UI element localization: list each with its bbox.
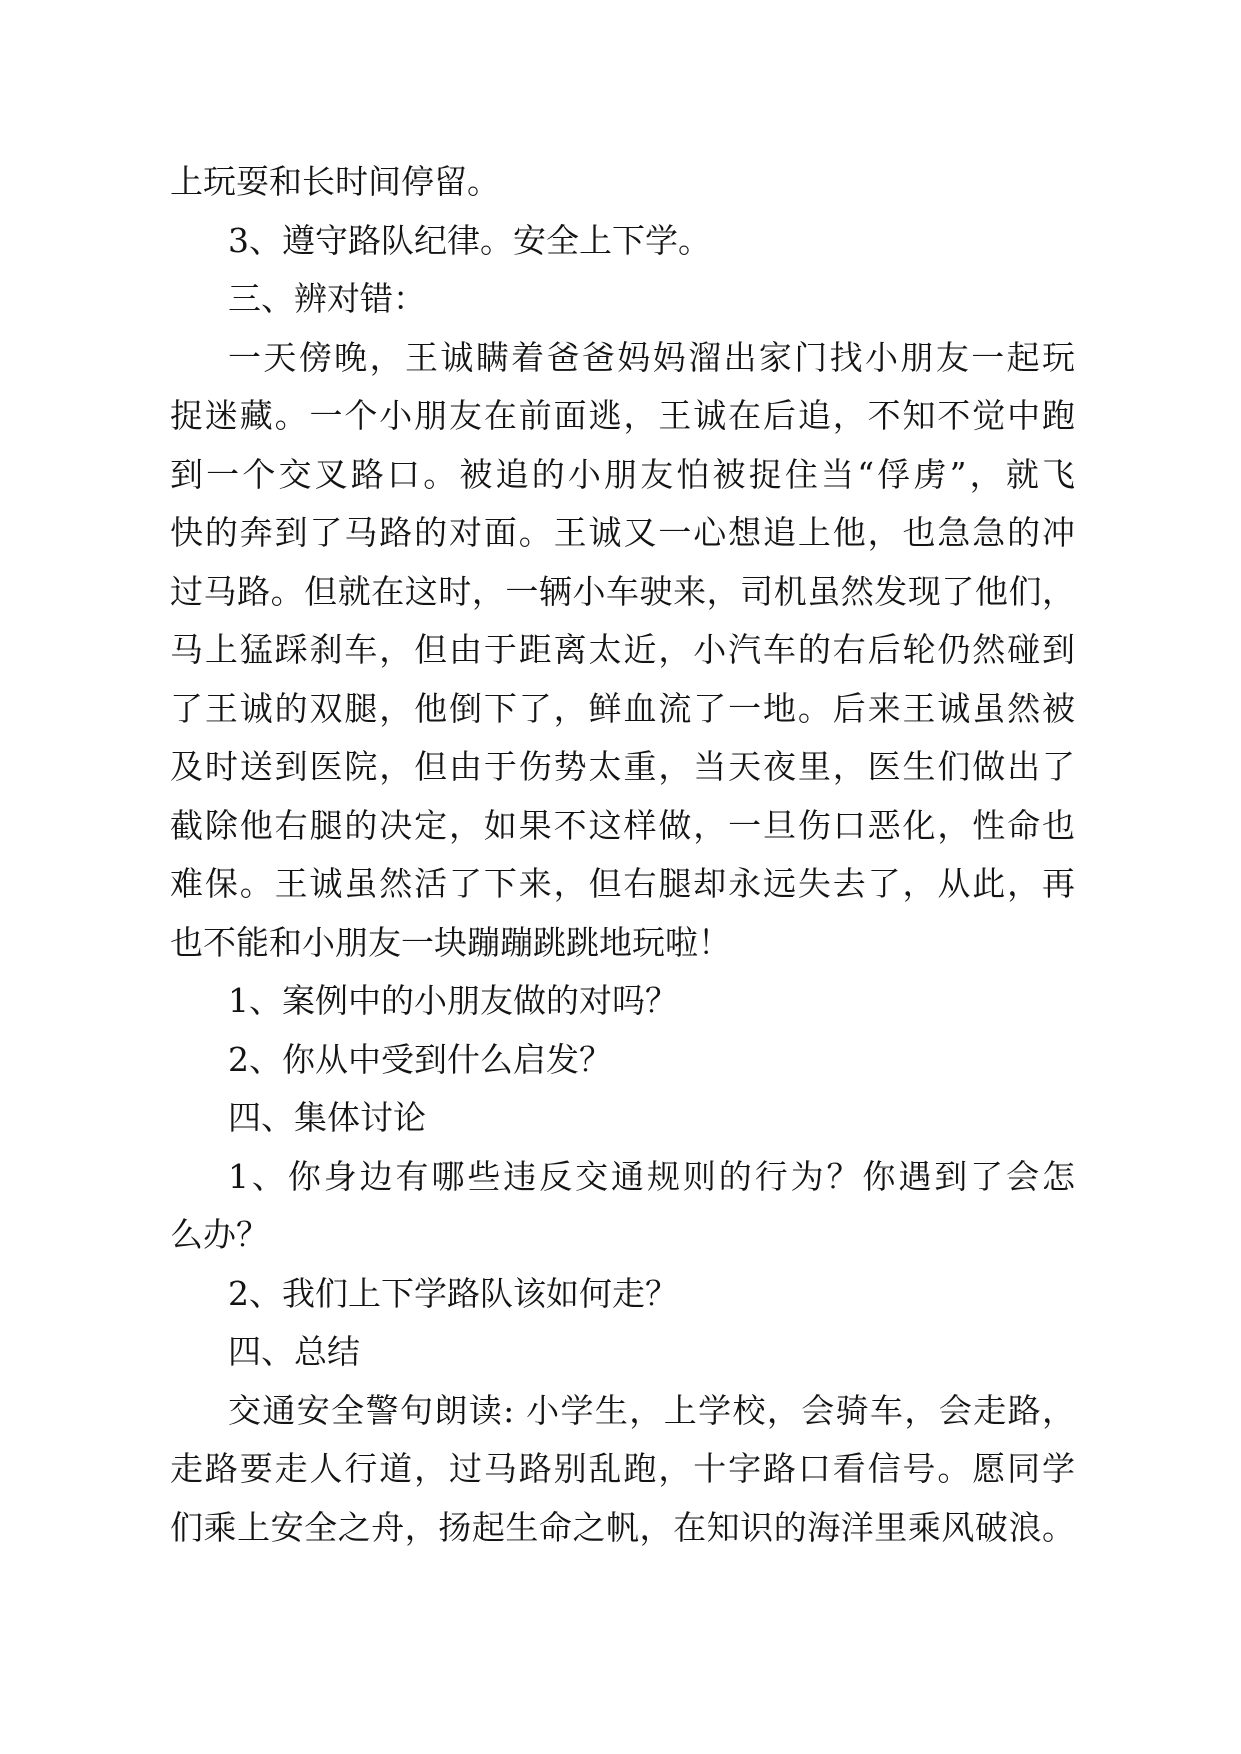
text-line: 交通安全警句朗读: 小学生，上学校，会骑车，会走路，: [228, 1390, 1075, 1430]
text-line: 过马路。但就在这时，一辆小车驶来，司机虽然发现了他们，: [170, 571, 1075, 611]
text-line: 上玩耍和长时间停留。: [170, 162, 500, 201]
text-line: 也不能和小朋友一块蹦蹦跳跳地玩啦！: [170, 922, 731, 962]
text-line: 1、案例中的小朋友做的对吗？: [228, 981, 678, 1020]
text-line: 快的奔到了马路的对面。王诚又一心想追上他，也急急的冲: [170, 513, 1075, 552]
text-line: 了王诚的双腿，他倒下了，鲜血流了一地。后来王诚虽然被: [170, 688, 1075, 728]
text-line: 们乘上安全之舟，扬起生命之帆，在知识的海洋里乘风破浪。: [170, 1507, 1075, 1547]
text-line: 截除他右腿的决定，如果不这样做，一旦伤口恶化，性命也: [170, 805, 1075, 845]
document-body: [170, 153, 1075, 1557]
text-line: 么办？: [170, 1215, 269, 1254]
text-line: 捉迷藏。一个小朋友在前面逃，王诚在后追，不知不觉中跑: [170, 396, 1075, 435]
text-line: 3、遵守路队纪律。安全上下学。: [228, 220, 711, 260]
text-line: 难保。王诚虽然活了下来，但右腿却永远失去了，从此，再: [170, 864, 1075, 903]
text-line: 走路要走人行道，过马路别乱跑，十字路口看信号。愿同学: [170, 1449, 1075, 1488]
text-line: 及时送到医院，但由于伤势太重，当天夜里，医生们做出了: [170, 747, 1075, 786]
text-line: 四、集体讨论: [228, 1098, 426, 1137]
text-line: 四、总结: [228, 1332, 360, 1371]
text-line: 一天傍晚，王诚瞒着爸爸妈妈溜出家门找小朋友一起玩: [228, 337, 1075, 377]
text-line: 到一个交叉路口。被追的小朋友怕被捉住当“俘虏”，就飞: [170, 454, 1075, 494]
text-line: 2、我们上下学路队该如何走？: [228, 1273, 678, 1313]
text-line: 1、你身边有哪些违反交通规则的行为？你遇到了会怎: [228, 1156, 1075, 1196]
text-line: 2、你从中受到什么启发？: [228, 1039, 612, 1079]
text-line: 马上猛踩刹车，但由于距离太近，小汽车的右后轮仍然碰到: [170, 630, 1075, 669]
text-line: 三、辨对错：: [228, 279, 426, 318]
